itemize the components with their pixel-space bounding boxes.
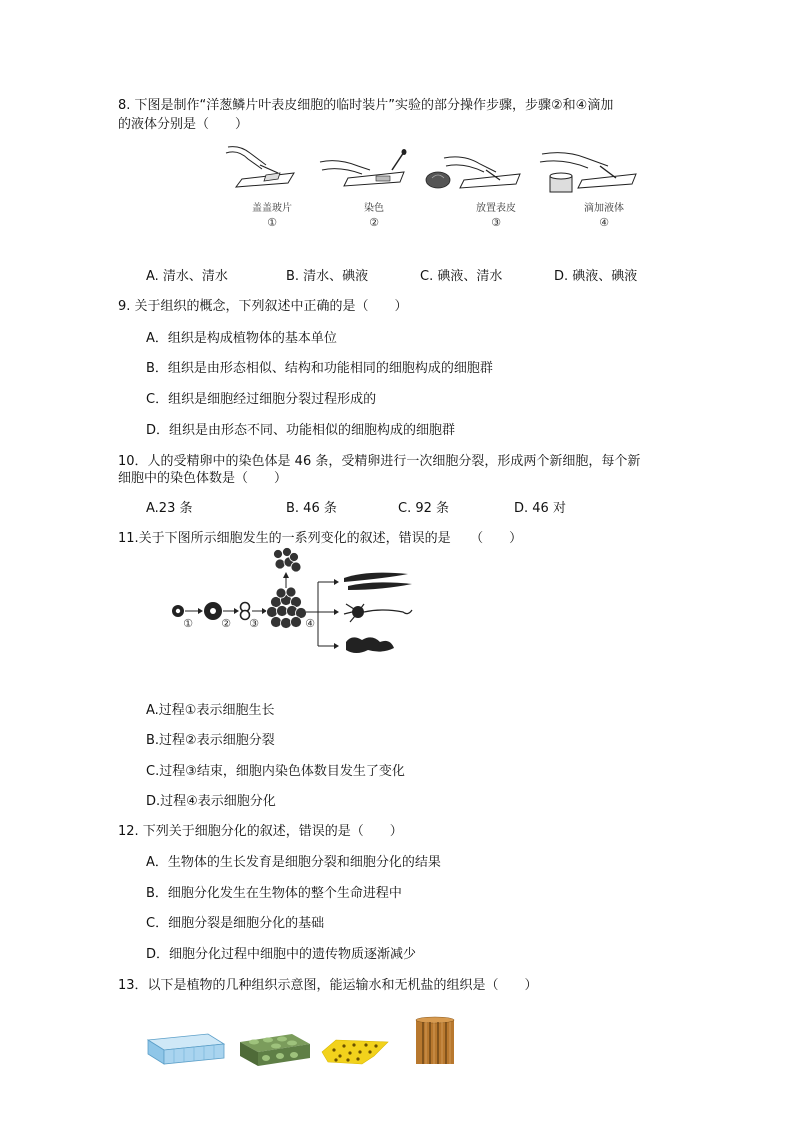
q11-stem: 11.关于下图所示细胞发生的一系列变化的叙述，错误的是 （ ） (118, 531, 523, 546)
q10-option-d[interactable]: D. 46 对 (514, 501, 566, 516)
q9-option-d[interactable]: D．组织是由形态不同、功能相似的细胞构成的细胞群 (146, 423, 456, 438)
q10-option-b[interactable]: B. 46 条 (286, 501, 337, 516)
q10-stem-line1: 10．人的受精卵中的染色体是 46 条，受精卵进行一次细胞分裂，形成两个新细胞，每个新 (118, 454, 641, 469)
step-add-liquid-illustration (536, 150, 640, 194)
q11-option-c[interactable]: C.过程③结束，细胞内染色体数目发生了变化 (146, 764, 405, 779)
q11-process-label-3: ③ (249, 617, 259, 630)
q13-tissue-blue-protective[interactable] (148, 1030, 224, 1066)
q11-option-a[interactable]: A.过程①表示细胞生长 (146, 703, 275, 718)
q9-option-a[interactable]: A．组织是构成植物体的基本单位 (146, 331, 337, 346)
q9-option-c[interactable]: C．组织是细胞经过细胞分裂过程形成的 (146, 392, 377, 407)
q12-stem: 12. 下列关于细胞分化的叙述，错误的是（ ） (118, 824, 403, 839)
q9-stem: 9. 关于组织的概念，下列叙述中正确的是（ ） (118, 299, 408, 314)
q11-option-d[interactable]: D.过程④表示细胞分化 (146, 794, 276, 809)
q8-option-b[interactable]: B. 清水、碘液 (286, 269, 369, 284)
q9-option-b[interactable]: B．组织是由形态相似、结构和功能相同的细胞构成的细胞群 (146, 361, 493, 376)
q13-tissue-yellow-meristem[interactable] (322, 1038, 388, 1066)
q12-option-a[interactable]: A．生物体的生长发育是细胞分裂和细胞分化的结果 (146, 855, 441, 870)
q11-option-b[interactable]: B.过程②表示细胞分裂 (146, 733, 275, 748)
step-caption-4: 滴加液体 (584, 203, 624, 214)
q11-process-label-1: ① (183, 617, 193, 630)
step-number-3: ③ (491, 216, 501, 229)
q10-option-c[interactable]: C. 92 条 (398, 501, 450, 516)
q11-process-label-4: ④ (305, 617, 315, 630)
q13-stem: 13．以下是植物的几种组织示意图，能运输水和无机盐的组织是（ ） (118, 978, 538, 993)
step-caption-1: 盖盖玻片 (252, 203, 292, 214)
q8-option-a[interactable]: A. 清水、清水 (146, 269, 228, 284)
step-number-2: ② (369, 216, 379, 229)
step-caption-3: 放置表皮 (476, 203, 516, 214)
q13-tissue-brown-conducting[interactable] (414, 1016, 456, 1066)
step-cover-slip-illustration (222, 143, 302, 188)
q12-option-b[interactable]: B．细胞分化发生在生物体的整个生命进程中 (146, 886, 402, 901)
q8-option-d[interactable]: D. 碘液、碘液 (554, 269, 638, 284)
q8-stem-line1: 8. 下图是制作“洋葱鳞片叶表皮细胞的临时装片”实验的部分操作步骤，步骤②和④滴加 (118, 98, 614, 113)
step-caption-2: 染色 (364, 203, 384, 214)
q12-option-c[interactable]: C．细胞分裂是细胞分化的基础 (146, 916, 325, 931)
step-number-1: ① (267, 216, 277, 229)
q11-process-label-2: ② (221, 617, 231, 630)
step-place-epidermis-illustration (424, 150, 524, 190)
q10-stem-line2: 细胞中的染色体数是（ ） (118, 471, 288, 486)
q12-option-d[interactable]: D．细胞分化过程中细胞中的遗传物质逐渐减少 (146, 947, 417, 962)
q11-cell-change-diagram (168, 556, 423, 666)
q8-stem-line2: 的液体分别是（ ） (118, 117, 249, 132)
q10-option-a[interactable]: A.23 条 (146, 501, 193, 516)
q8-option-c[interactable]: C. 碘液、清水 (420, 269, 503, 284)
q13-tissue-green-nutrient[interactable] (240, 1030, 310, 1068)
step-staining-illustration (318, 148, 410, 188)
step-number-4: ④ (599, 216, 609, 229)
